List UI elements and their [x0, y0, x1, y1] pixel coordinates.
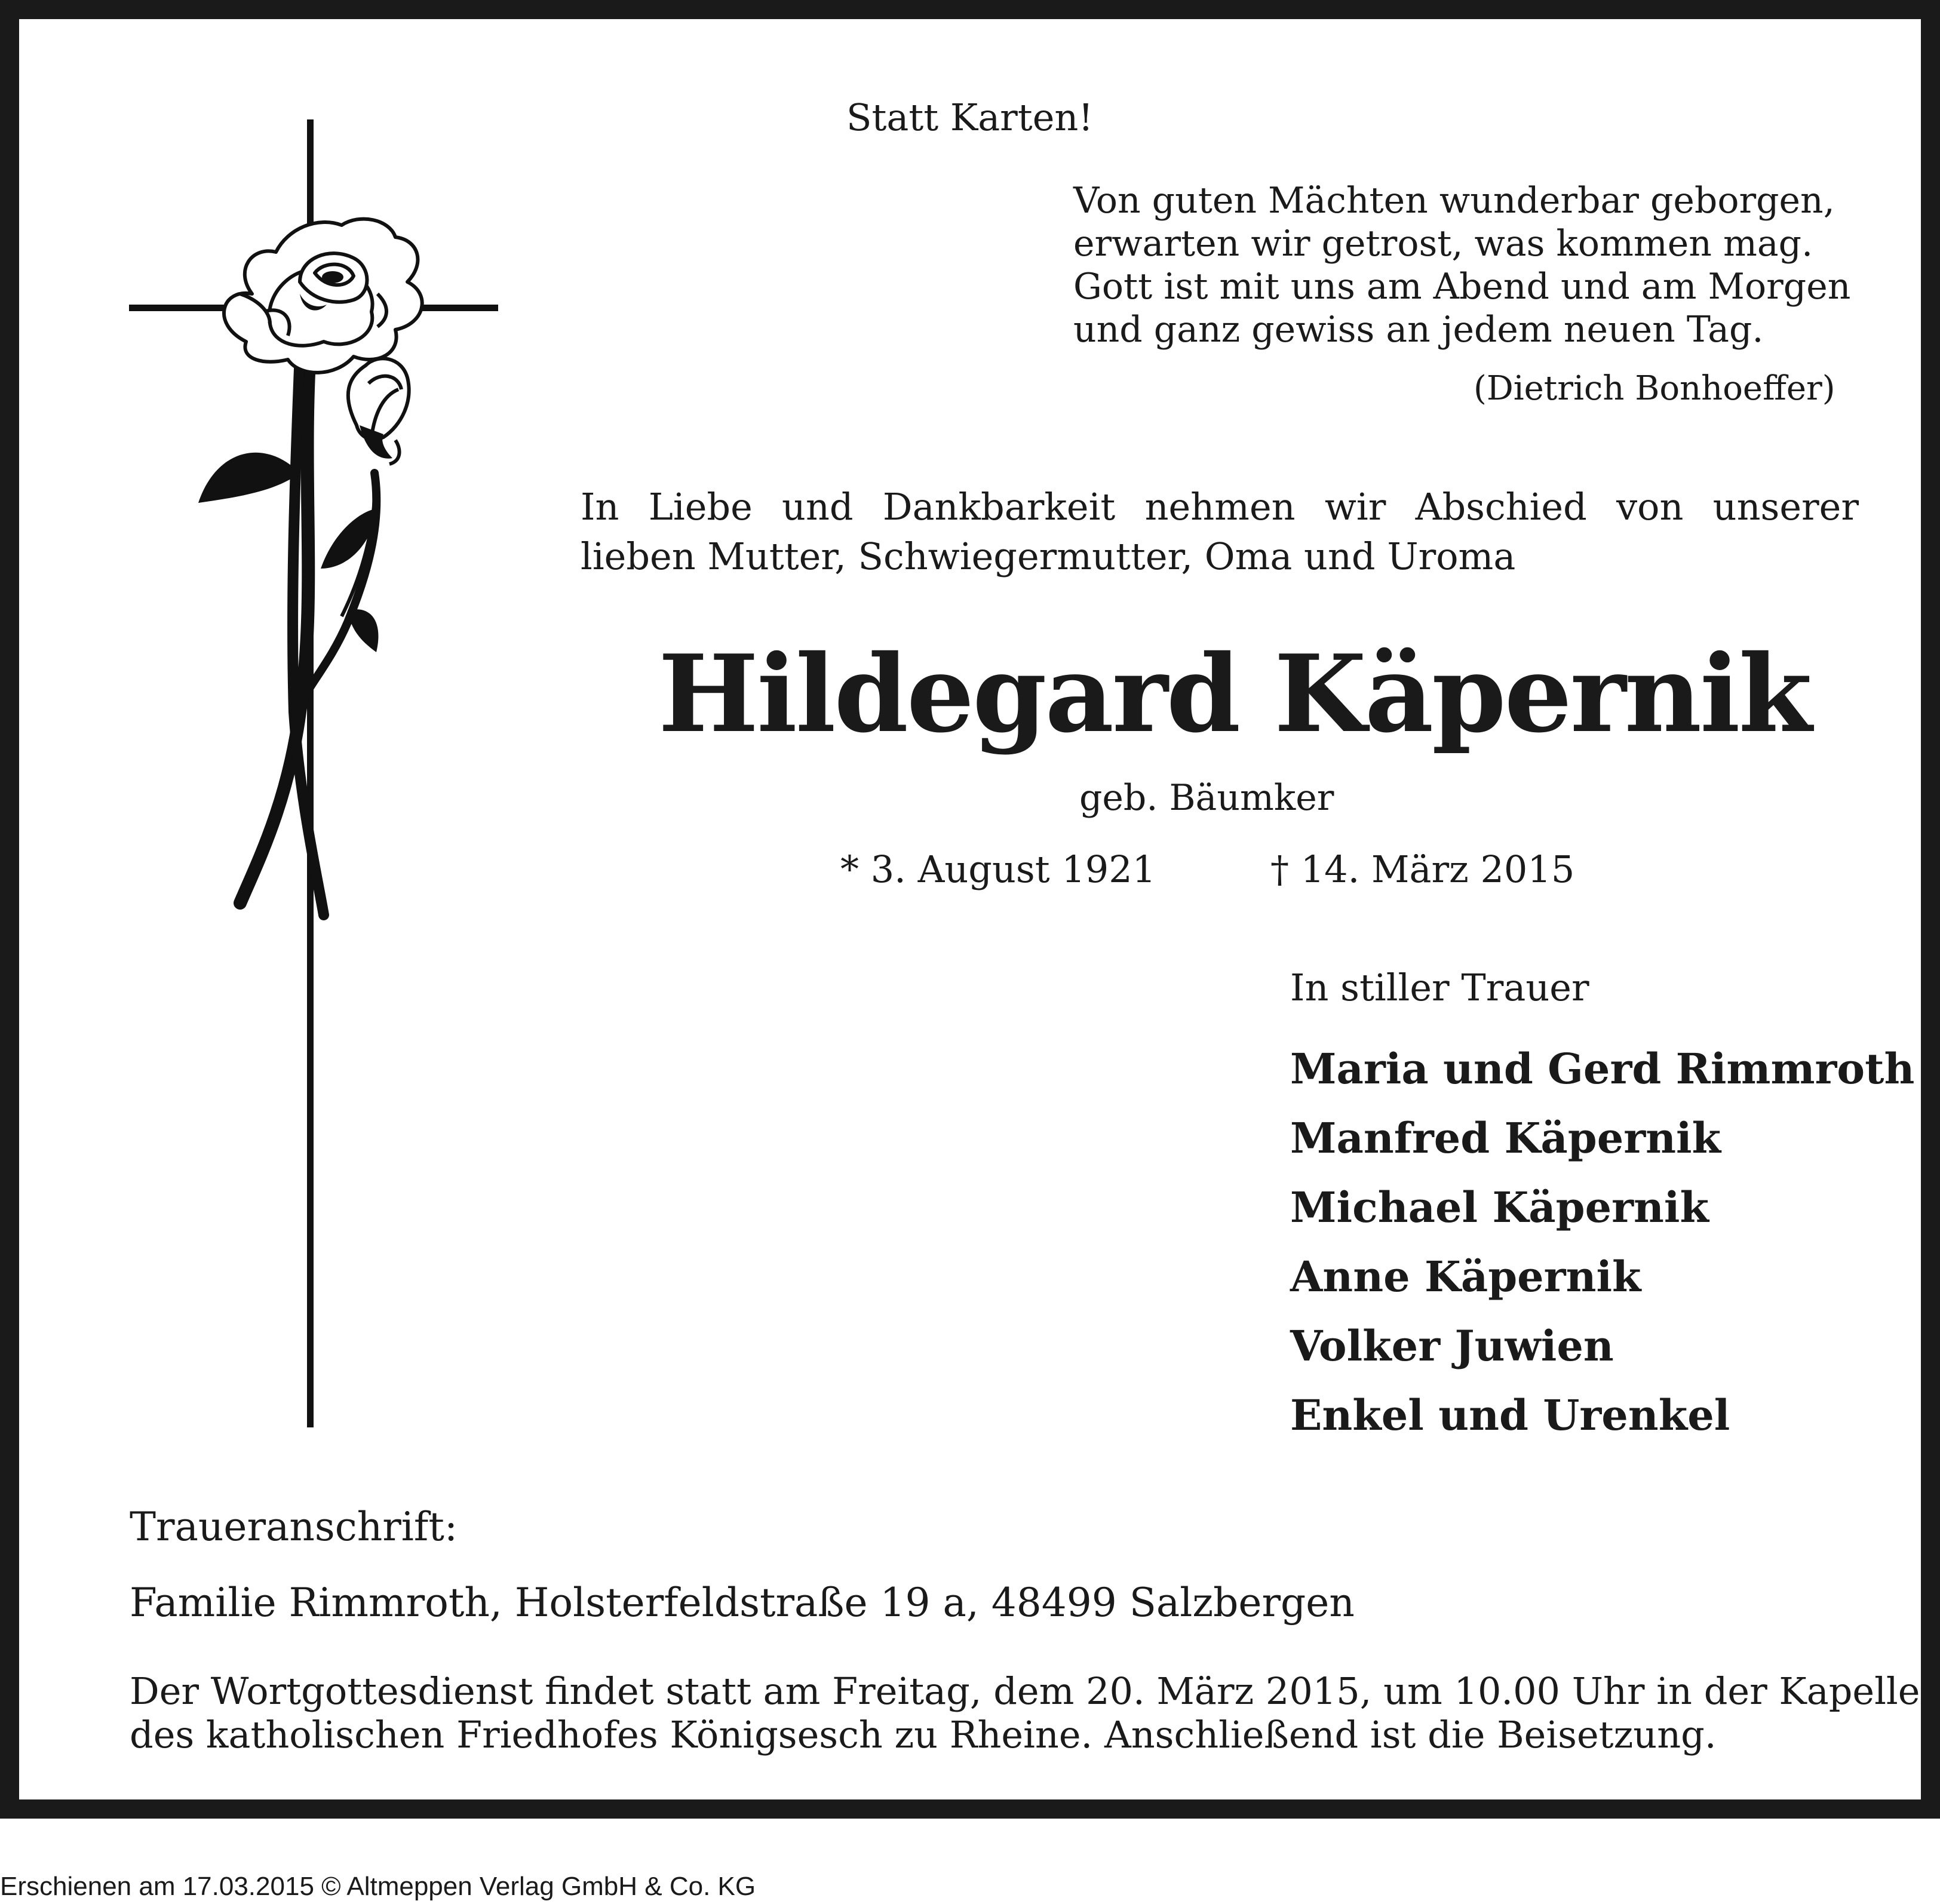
mourners-list — [1290, 1034, 1914, 1450]
mourner-name: Michael Käpernik — [1290, 1183, 1709, 1232]
mourner-name: Anne Käpernik — [1290, 1252, 1641, 1301]
quote-line: und ganz gewiss an jedem neuen Tag. — [1073, 309, 1764, 351]
intro-line: lieben Mutter, Schwiegermutter, Oma und Uroma — [581, 535, 1516, 578]
quote-author: (Dietrich Bonhoeffer) — [1474, 369, 1835, 408]
cross-with-rose-icon — [121, 115, 515, 1429]
address-label: Traueranschrift: — [130, 1504, 458, 1550]
mourner-name: Manfred Käpernik — [1290, 1113, 1721, 1163]
quote-line: Von guten Mächten wunderbar geborgen, — [1073, 180, 1835, 222]
intro-line: In Liebe und Dankbarkeit nehmen wir Abschied von unserer — [581, 485, 1859, 529]
mourner-name: Volker Juwien — [1290, 1321, 1614, 1371]
mourning-address — [130, 1503, 1355, 1655]
mourner-name: Maria und Gerd Rimmroth — [1290, 1044, 1915, 1094]
mourner-name: Enkel und Urenkel — [1290, 1390, 1730, 1440]
address-text: Familie Rimmroth, Holsterfeldstraße 19 a, 48499 Salzbergen — [130, 1580, 1355, 1626]
death-date: † 14. März 2015 — [1270, 847, 1575, 891]
publication-credit: Erschienen am 17.03.2015 © Altmeppen Verlag GmbH & Co. KG — [0, 1872, 756, 1901]
quote-line: Gott ist mit uns am Abend und am Morgen — [1073, 266, 1851, 308]
maiden-name: geb. Bäumker — [1079, 777, 1334, 819]
deceased-name: Hildegard Käpernik — [658, 631, 1811, 756]
service-info — [130, 1669, 1920, 1756]
mourning-header: In stiller Trauer — [1290, 966, 1589, 1009]
intro-text — [581, 485, 1859, 584]
service-line: des katholischen Friedhofes Königsesch zu Rheine. Anschließend ist die Beisetzung. — [130, 1713, 1717, 1756]
quote-line: erwarten wir getrost, was kommen mag. — [1073, 223, 1813, 265]
notice-header: Statt Karten! — [846, 96, 1094, 139]
bonhoeffer-quote — [1073, 179, 1850, 351]
birth-date: * 3. August 1921 — [840, 847, 1156, 891]
service-line: Der Wortgottesdienst findet statt am Freitag, dem 20. März 2015, um 10.00 Uhr in der Kapelle — [130, 1669, 1920, 1713]
